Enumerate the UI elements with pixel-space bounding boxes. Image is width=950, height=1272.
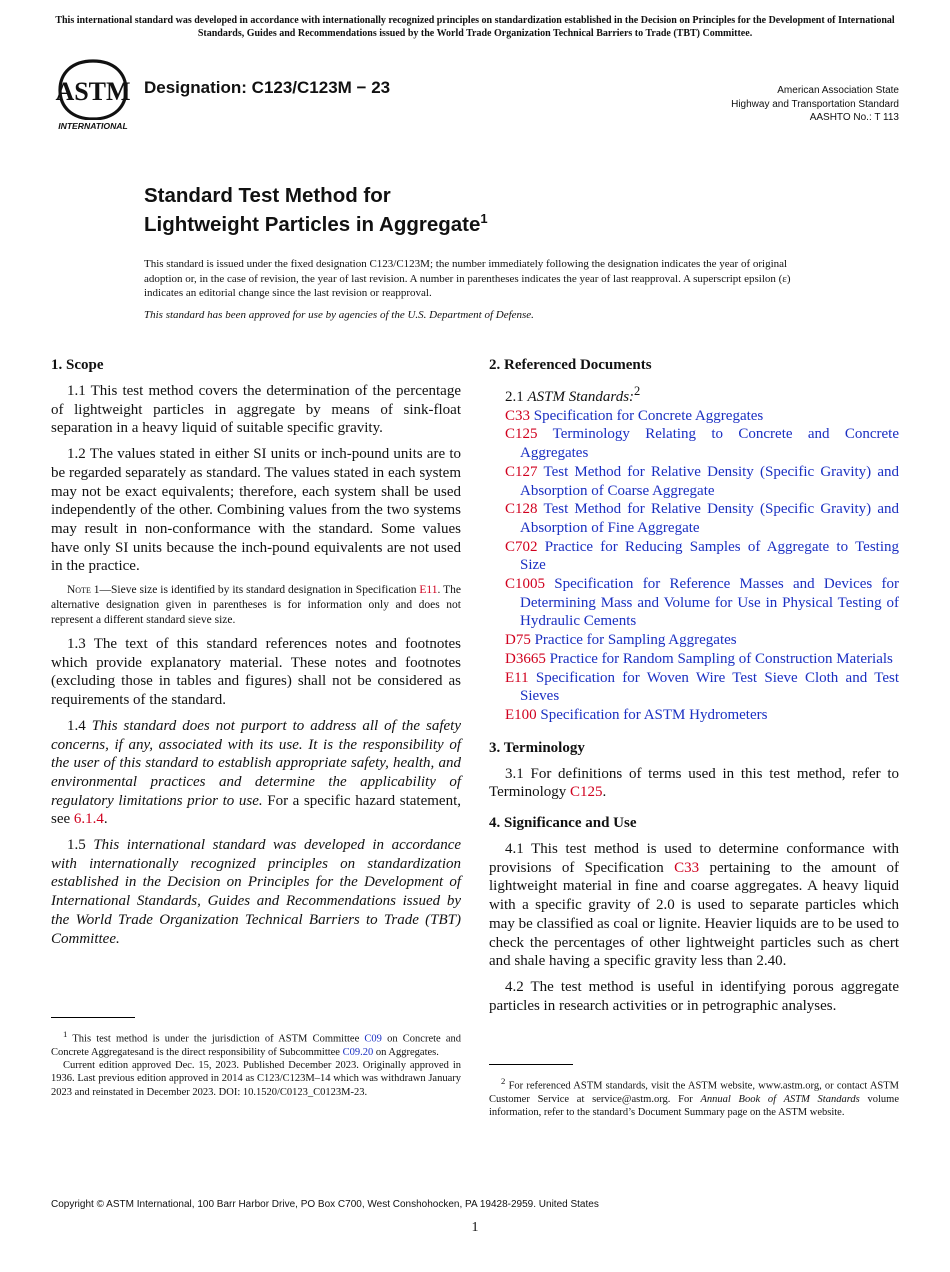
left-column: [51, 356, 461, 955]
para-4-1: 4.1 This test method is used to determine conformance with provisions of Specification C33 pertaining to the amount of lightweight material in fine and coarse aggregates. A heavy liquid with a specific gravity of 2.0 is used to separate particles which may be classified as coal or lignite. Heavier liquids are to be used to check the percentages of other lightweight particles such as chert and shale having a specific gravity less than 2.40.: [489, 841, 900, 970]
note-label: Note 1: [67, 584, 100, 597]
note-1: Note 1—Sieve size is identified by its standard designation in Specification E11. The alternative designation given in parentheses is for information only and does not represent a different standard sieve size.: [51, 584, 461, 627]
terminology-heading: 3. Terminology: [489, 739, 585, 756]
link-e11-note[interactable]: E11: [419, 584, 438, 597]
reference-item[interactable]: C127 Test Method for Relative Density (Specific Gravity) and Absorption of Coarse Aggregate: [505, 463, 900, 499]
footnote-2: $^2$ For referenced ASTM standards, visit the ASTM website, www.astm.org, or contact ASTM Customer Service at service@astm.org. For Annual Book of ASTM Standards volume information, refer to the standard’s Document Summary page on the ASTM website.: [489, 1064, 899, 1119]
para-3-1: 3.1 For definitions of terms used in this test method, refer to Terminology C125.: [489, 765, 899, 801]
title-line2: Lightweight Particles in Aggregate: [144, 212, 481, 236]
reference-item[interactable]: E11 Specification for Woven Wire Test Sieve Cloth and Test Sieves: [505, 669, 899, 705]
page-number: 1: [471, 1220, 479, 1235]
aashto-line1: American Association State: [777, 85, 899, 96]
dod-statement: This standard has been approved for use by agencies of the U.S. Department of Defense.: [144, 309, 534, 321]
footnote-1-edition: Current edition approved Dec. 15, 2023. Published December 2023. Originally approved in 1936. Last previous edition approved in 2014 as C123/C123M–14 which was withdrawn January 2023 and reinstated in December 2023. DOI: 10.1520/C0123_C0123M-23.: [51, 1060, 461, 1098]
link-6-1-4[interactable]: 6.1.4: [73, 811, 104, 828]
footnote-rule: [51, 1017, 135, 1018]
link-c09[interactable]: C09: [364, 1033, 382, 1045]
logo-subtext: INTERNATIONAL: [58, 121, 128, 131]
reference-item[interactable]: C125 Terminology Relating to Concrete and Concrete Aggregates: [505, 426, 899, 462]
logo-text: ASTM: [55, 77, 131, 106]
copyright: Copyright © ASTM International, 100 Barr Harbor Drive, PO Box C700, West Conshohocken, PA 19428-2959. United States: [51, 1199, 599, 1210]
reference-item[interactable]: C128 Test Method for Relative Density (Specific Gravity) and Absorption of Fine Aggregate: [505, 501, 900, 536]
footnote-rule: [489, 1064, 573, 1065]
para-1-1: 1.1 This test method covers the determination of the percentage of lightweight particles in aggregate by means of sink-float separation in a heavy liquid of suitable specific gravity.: [51, 383, 461, 437]
astm-logo: [52, 57, 134, 131]
para-1-2: 1.2 The values stated in either SI units or inch-pound units are to be regarded separately as standard. The values stated in each system may not be exact equivalents; therefore, each system shall be used independently of the other. Combining values from the two systems may result in non-conformance with the standard. Some values have only SI units because the inch-pound equivalents are not used in the practice.: [51, 446, 461, 575]
title-line1: Standard Test Method for: [144, 184, 391, 207]
para-4-2: 4.2 The test method is useful in identifying porous aggregate particles in research activities or in petrographic analyses.: [489, 978, 899, 1014]
significance-heading: 4. Significance and Use: [489, 815, 637, 832]
tbt-notice: This international standard was developed in accordance with internationally recognized principles on standardization established in the Decision on Principles for the Development of International Standards, Guides and Recommendations issued by the World Trade Organization Technical Barriers to Trade (TBT) Committee.: [55, 15, 895, 39]
footnote-1: $^1$ This test method is under the jurisdiction of ASTM Committee C09 on Concrete and Concrete Aggregatesand is the direct responsibility of Subcommittee C09.20 on Aggregates. Current edition approved Dec. 15, 2023. Published December 2023. Originally approved in 1936. Last previous edition approved in 2014 as C123/C123M–14 which was withdrawn January 2023 and reinstated in December 2023. DOI: 10.1520/C0123_C0123M-23.: [51, 1017, 461, 1099]
reference-item[interactable]: D3665 Practice for Random Sampling of Construction Materials: [505, 650, 893, 667]
link-c33[interactable]: C33: [674, 859, 700, 876]
designation: Designation: C123/C123M − 23: [144, 78, 391, 97]
link-c125[interactable]: C125: [570, 784, 603, 801]
aashto-block: [731, 84, 899, 125]
aashto-line3: AASHTO No.: T 113: [809, 112, 899, 123]
reference-item[interactable]: E100 Specification for ASTM Hydrometers: [505, 706, 768, 723]
aashto-line2: Highway and Transportation Standard: [731, 98, 899, 110]
para-1-5: 1.5 This international standard was developed in accordance with internationally recognized principles on standardization established in the Decision on Principles for the Development of International Standards, Guides and Recommendations issued by the World Trade Organization Technical Barriers to Trade (TBT) Committee.: [51, 837, 462, 947]
issued-statement: This standard is issued under the fixed designation C123/C123M; the number immediately following the designation indicates the year of original adoption or, in the case of revision, the year of last revision. A number in parentheses indicates the year of last reapproval. A superscript epsilon (ε) indicates an editorial change since the last revision or reapproval.: [144, 258, 791, 299]
astm-standards-label: 2.1 ASTM Standards:$^2$: [505, 384, 641, 405]
reference-item[interactable]: C1005 Specification for Reference Masses and Devices for Determining Mass and Volume for Use in Physical Testing of Hydraulic Cements: [505, 576, 899, 630]
reference-item[interactable]: D75 Practice for Sampling Aggregates: [505, 632, 737, 649]
reference-item[interactable]: C702 Practice for Reducing Samples of Aggregate to Testing Size: [505, 538, 900, 574]
reference-list: [489, 407, 899, 725]
scope-heading: 1. Scope: [51, 357, 104, 373]
para-1-3: 1.3 The text of this standard references notes and footnotes which provide explanatory material. These notes and footnotes (excluding those in tables and figures) shall not be considered as requirements of the standard.: [51, 636, 461, 709]
document-title: [144, 184, 488, 236]
title-footnote-mark[interactable]: 1: [480, 211, 488, 226]
referenced-heading: 2. Referenced Documents: [489, 357, 652, 373]
para-1-4: 1.4 This standard does not purport to address all of the safety concerns, if any, associated with its use. It is the responsibility of the user of this standard to establish appropriate safety, health, and environmental practices and determine the applicability of regulatory limitations prior to use. For a specific hazard statement, see 6.1.4.: [51, 717, 462, 828]
reference-item[interactable]: C33 Specification for Concrete Aggregates: [505, 407, 764, 424]
right-column: [489, 356, 899, 1022]
link-c09-20[interactable]: C09.20: [342, 1046, 374, 1058]
